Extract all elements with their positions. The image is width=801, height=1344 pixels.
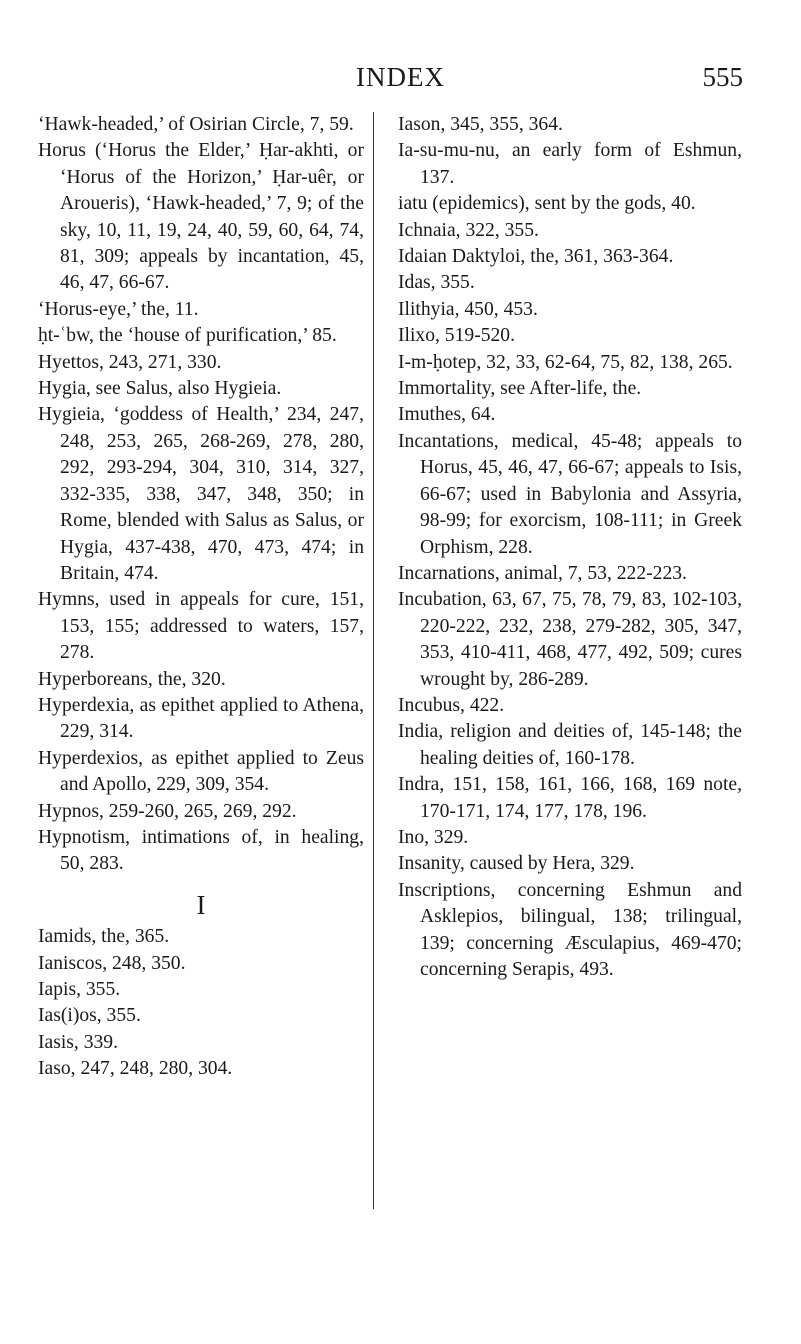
left-entries [38, 112, 364, 878]
index-entry: Iason, 345, 355, 364. [398, 114, 563, 135]
index-entry: Ias(i)os, 355. [38, 1005, 141, 1027]
left-column [38, 112, 364, 1083]
index-entry: Incantations, medical, 45-48; appeals to Horus, 45, 46, 47, 66-67; appeals to Isis, 66-67; used in Babylonia and Assyria, 98-99; for exorcism, 108-111; in Greek Orphism, 228. [398, 430, 742, 558]
index-entry: Immortality, see After-life, the. [398, 378, 642, 400]
index-entry: iatu (epidemics), sent by the gods, 40. [398, 193, 696, 215]
index-entry: Hyettos, 243, 271, 330. [38, 351, 222, 373]
index-entry: Hyperdexios, as epithet applied to Zeus and Apollo, 229, 309, 354. [38, 747, 364, 796]
index-entry: Ino, 329. [398, 826, 469, 848]
index-entry: I-m-ḥotep, 32, 33, 62-64, 75, 82, 138, 265. [398, 351, 733, 373]
index-entry: ‘Hawk-headed,’ of Osirian Circle, 7, 59. [38, 114, 354, 135]
index-entry: Indra, 151, 158, 161, 166, 168, 169 note, 170-171, 174, 177, 178, 196. [398, 774, 742, 822]
index-entry: Hyperboreans, the, 320. [38, 668, 226, 690]
right-column [398, 112, 742, 983]
index-entry: Ianiscos, 248, 350. [38, 952, 186, 974]
index-entry: Iamids, the, 365. [38, 926, 170, 948]
index-entry: Incarnations, animal, 7, 53, 222-223. [398, 562, 687, 584]
index-entry: Hygia, see Salus, also Hygieia. [38, 378, 282, 400]
index-entry: Horus (‘Horus the Elder,’ Ḥar-akhti, or ‘Horus of the Horizon,’ Ḥar-uêr, or Aroueris), ‘Hawk-headed,’ 7, 9; of the sky, 10, 11, 19, 24, 40, 59, 60, 64, 74, 81, 309; appeals by incantation, 45, 46, 47, 66-67. [38, 140, 364, 294]
page-header [0, 62, 801, 102]
section-letter-heading: I [196, 889, 206, 920]
index-entry: Ichnaia, 322, 355. [398, 219, 539, 241]
index-entry: Hypnos, 259-260, 265, 269, 292. [38, 800, 297, 822]
index-entry: ‘Horus-eye,’ the, 11. [38, 298, 199, 320]
index-entry: Insanity, caused by Hera, 329. [398, 853, 635, 875]
index-entry: Iasis, 339. [38, 1031, 119, 1053]
index-entry: Ilixo, 519-520. [398, 325, 516, 347]
index-entry: Iaso, 247, 248, 280, 304. [38, 1058, 233, 1080]
index-entry: Hyperdexia, as epithet applied to Athena, 229, 314. [38, 694, 364, 743]
index-entry: Hymns, used in appeals for cure, 151, 153, 155; addressed to waters, 157, 278. [38, 589, 364, 664]
running-title: INDEX [356, 62, 445, 92]
index-entry: Imuthes, 64. [398, 404, 496, 426]
page-number: 555 [702, 62, 743, 92]
index-entry: Hypnotism, intimations of, in healing, 50, 283. [38, 826, 364, 875]
index-entry: Iapis, 355. [38, 979, 121, 1000]
index-entry: Incubation, 63, 67, 75, 78, 79, 83, 102-103, 220-222, 232, 238, 279-282, 305, 347, 353, 410-411, 468, 477, 492, 509; cures wrought by, 286-289. [398, 589, 742, 690]
index-entry: Incubus, 422. [398, 694, 505, 716]
index-entry: India, religion and deities of, 145-148; the healing deities of, 160-178. [398, 721, 742, 769]
index-entry: Ilithyia, 450, 453. [398, 298, 538, 320]
section-i-entries [38, 924, 364, 1082]
right-entries [398, 112, 742, 983]
index-entry: Hygieia, ‘goddess of Health,’ 234, 247, 248, 253, 265, 268-269, 278, 280, 292, 293-294, 304, 310, 314, 327, 332-335, 338, 347, 348, 350; in Rome, blended with Salus as Salus, or Hygia, 437-438, 470, 473, 474; in Britain, 474. [38, 404, 364, 584]
index-entry: Ia-su-mu-nu, an early form of Eshmun, 137. [398, 140, 742, 188]
index-entry: ḥt-ʿbw, the ‘house of purification,’ 85. [38, 325, 337, 347]
index-entry: Idaian Daktyloi, the, 361, 363-364. [398, 246, 674, 268]
index-entry: Inscriptions, concerning Eshmun and Asklepios, bilingual, 138; trilingual, 139; concerning Æsculapius, 469-470; concerning Serapis, 493. [398, 879, 742, 980]
index-entry: Idas, 355. [398, 272, 475, 294]
column-divider [373, 112, 374, 1209]
